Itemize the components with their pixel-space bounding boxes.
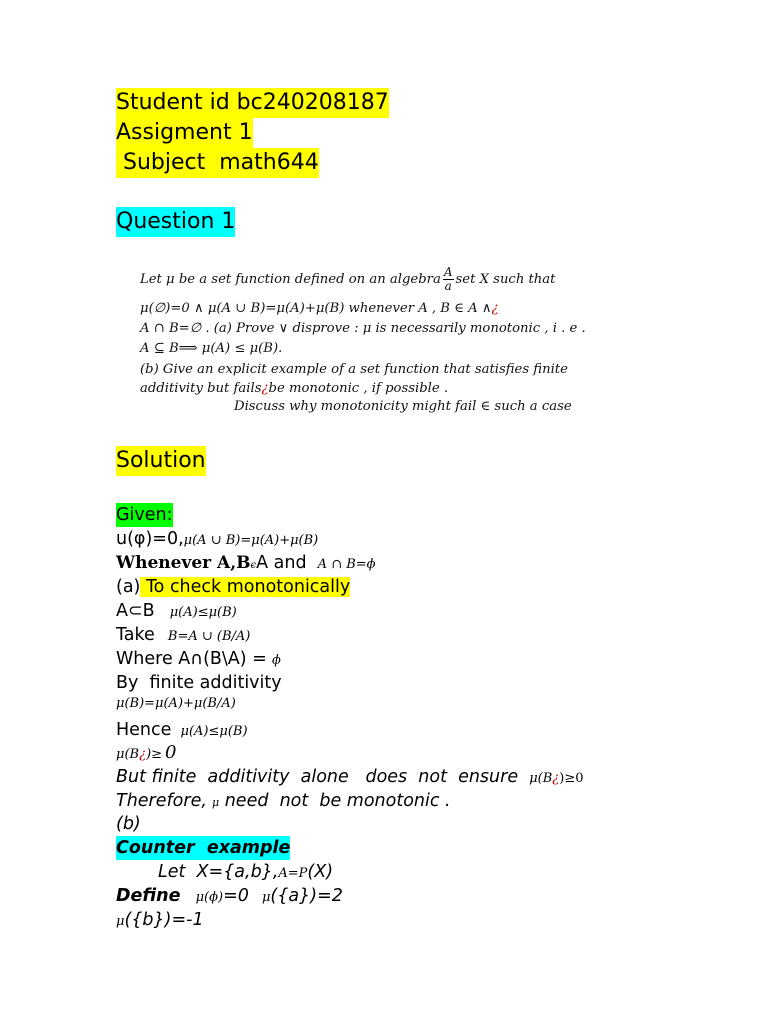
part-a-label: (a)	[116, 577, 141, 597]
take-text: Take	[116, 625, 155, 645]
therefore-post: need not be monotonic .	[219, 791, 451, 811]
hence-text: Hence	[116, 720, 172, 740]
whenever-math: A ∩ B=ϕ	[317, 557, 376, 572]
last-math: μ	[116, 914, 125, 929]
fraction-numerator: A	[443, 265, 453, 279]
let-math: A=P	[278, 866, 308, 881]
define-value-2: ({a})=2	[270, 886, 343, 906]
given-label: Given:	[116, 505, 173, 525]
student-id-line: Student id bc240208187	[116, 88, 389, 118]
given-line-u	[116, 527, 318, 551]
where-text: Where A∩(B\A) =	[116, 649, 267, 669]
but-line	[116, 765, 584, 789]
take-math: B=A ∪ (B/A)	[167, 629, 251, 644]
whenever-line	[116, 551, 376, 575]
question-line-6-pre: additivity but fails	[140, 381, 262, 396]
where-math: ϕ	[271, 653, 281, 668]
mu-b-math: μ(B	[116, 747, 140, 762]
question-line-5: (b) Give an explicit example of a set function that satisfies finite	[140, 362, 568, 377]
question-line-3: A ∩ B=∅ . (a) Prove ∨ disprove : μ is necessarily monotonic , i . e .	[140, 321, 586, 336]
question-line-4: A ⊆ B⟹ μ(A) ≤ μ(B).	[140, 341, 283, 356]
question-line-6-post: be monotonic , if possible .	[268, 381, 449, 396]
mu-b-line	[116, 742, 176, 763]
subject-line: Subject math644	[116, 148, 319, 178]
question-line-2	[140, 299, 499, 318]
question-line-6	[140, 379, 448, 398]
counter-example-title: Counter example	[116, 838, 291, 858]
question-line-1	[140, 266, 555, 293]
question-line-1-pre: Let μ be a set function defined on an algebra	[140, 272, 441, 287]
algebra-fraction	[443, 266, 454, 293]
question-line-1-post: set X such that	[455, 272, 556, 287]
last-value: ({b})=-1	[124, 910, 204, 930]
solution-heading: Solution	[116, 446, 206, 476]
mu-b-tail: )≥	[146, 747, 163, 762]
subset-math: μ(A)≤μ(B)	[169, 605, 237, 620]
given-u-text: u(φ)=0,	[116, 529, 184, 549]
whenever-rest: A and	[256, 553, 307, 573]
but-text: But finite additivity alone does not ensure	[116, 767, 519, 787]
element-symbol: ϵ	[250, 560, 257, 571]
define-math-1: μ(ϕ)	[195, 890, 224, 905]
but-math-pre: μ(B	[529, 771, 553, 786]
part-a-title: To check monotonically	[140, 577, 351, 597]
mu-b-zero: 0	[165, 742, 177, 763]
hence-math: μ(A)≤μ(B)	[180, 724, 248, 739]
question-line-6-mark: ¿	[261, 381, 269, 396]
define-line	[116, 884, 343, 908]
where-line	[116, 647, 281, 671]
hence-line	[116, 718, 248, 742]
define-label: Define	[116, 886, 181, 906]
subset-text: A⊂B	[116, 601, 155, 621]
question-line-2-mark: ¿	[491, 301, 499, 316]
finite-additivity-math: μ(B)=μ(A)+μ(B/A)	[116, 696, 236, 711]
let-line	[158, 860, 333, 884]
part-b-label: (b)	[116, 814, 141, 834]
mu-b-mark: ¿	[139, 747, 147, 762]
subset-line	[116, 599, 237, 623]
but-math-tail: )≥0	[559, 771, 584, 786]
define-math-2: μ	[261, 890, 271, 905]
finite-additivity-line: By finite additivity	[116, 673, 282, 693]
but-math-mark: ¿	[552, 771, 560, 786]
fraction-denominator: a	[444, 279, 452, 293]
therefore-line	[116, 789, 451, 813]
take-line	[116, 623, 250, 647]
question-line-7: Discuss why monotonicity might fail ∈ such a case	[234, 399, 572, 414]
whenever-bold: Whenever A,B	[116, 553, 251, 573]
given-u-math: μ(A ∪ B)=μ(A)+μ(B)	[183, 533, 319, 548]
let-text: Let X={a,b},	[158, 862, 279, 882]
therefore-pre: Therefore,	[116, 791, 207, 811]
last-line	[116, 908, 204, 932]
part-a-line	[116, 575, 350, 599]
define-value-1: =0	[223, 886, 249, 906]
therefore-mu: μ	[212, 796, 220, 809]
assignment-line: Assigment 1	[116, 118, 253, 148]
question-heading: Question 1	[116, 207, 235, 237]
question-line-2-text: μ(∅)=0 ∧ μ(A ∪ B)=μ(A)+μ(B) whenever A , B ∈ A ∧	[140, 301, 492, 316]
let-tail: (X)	[307, 862, 334, 882]
